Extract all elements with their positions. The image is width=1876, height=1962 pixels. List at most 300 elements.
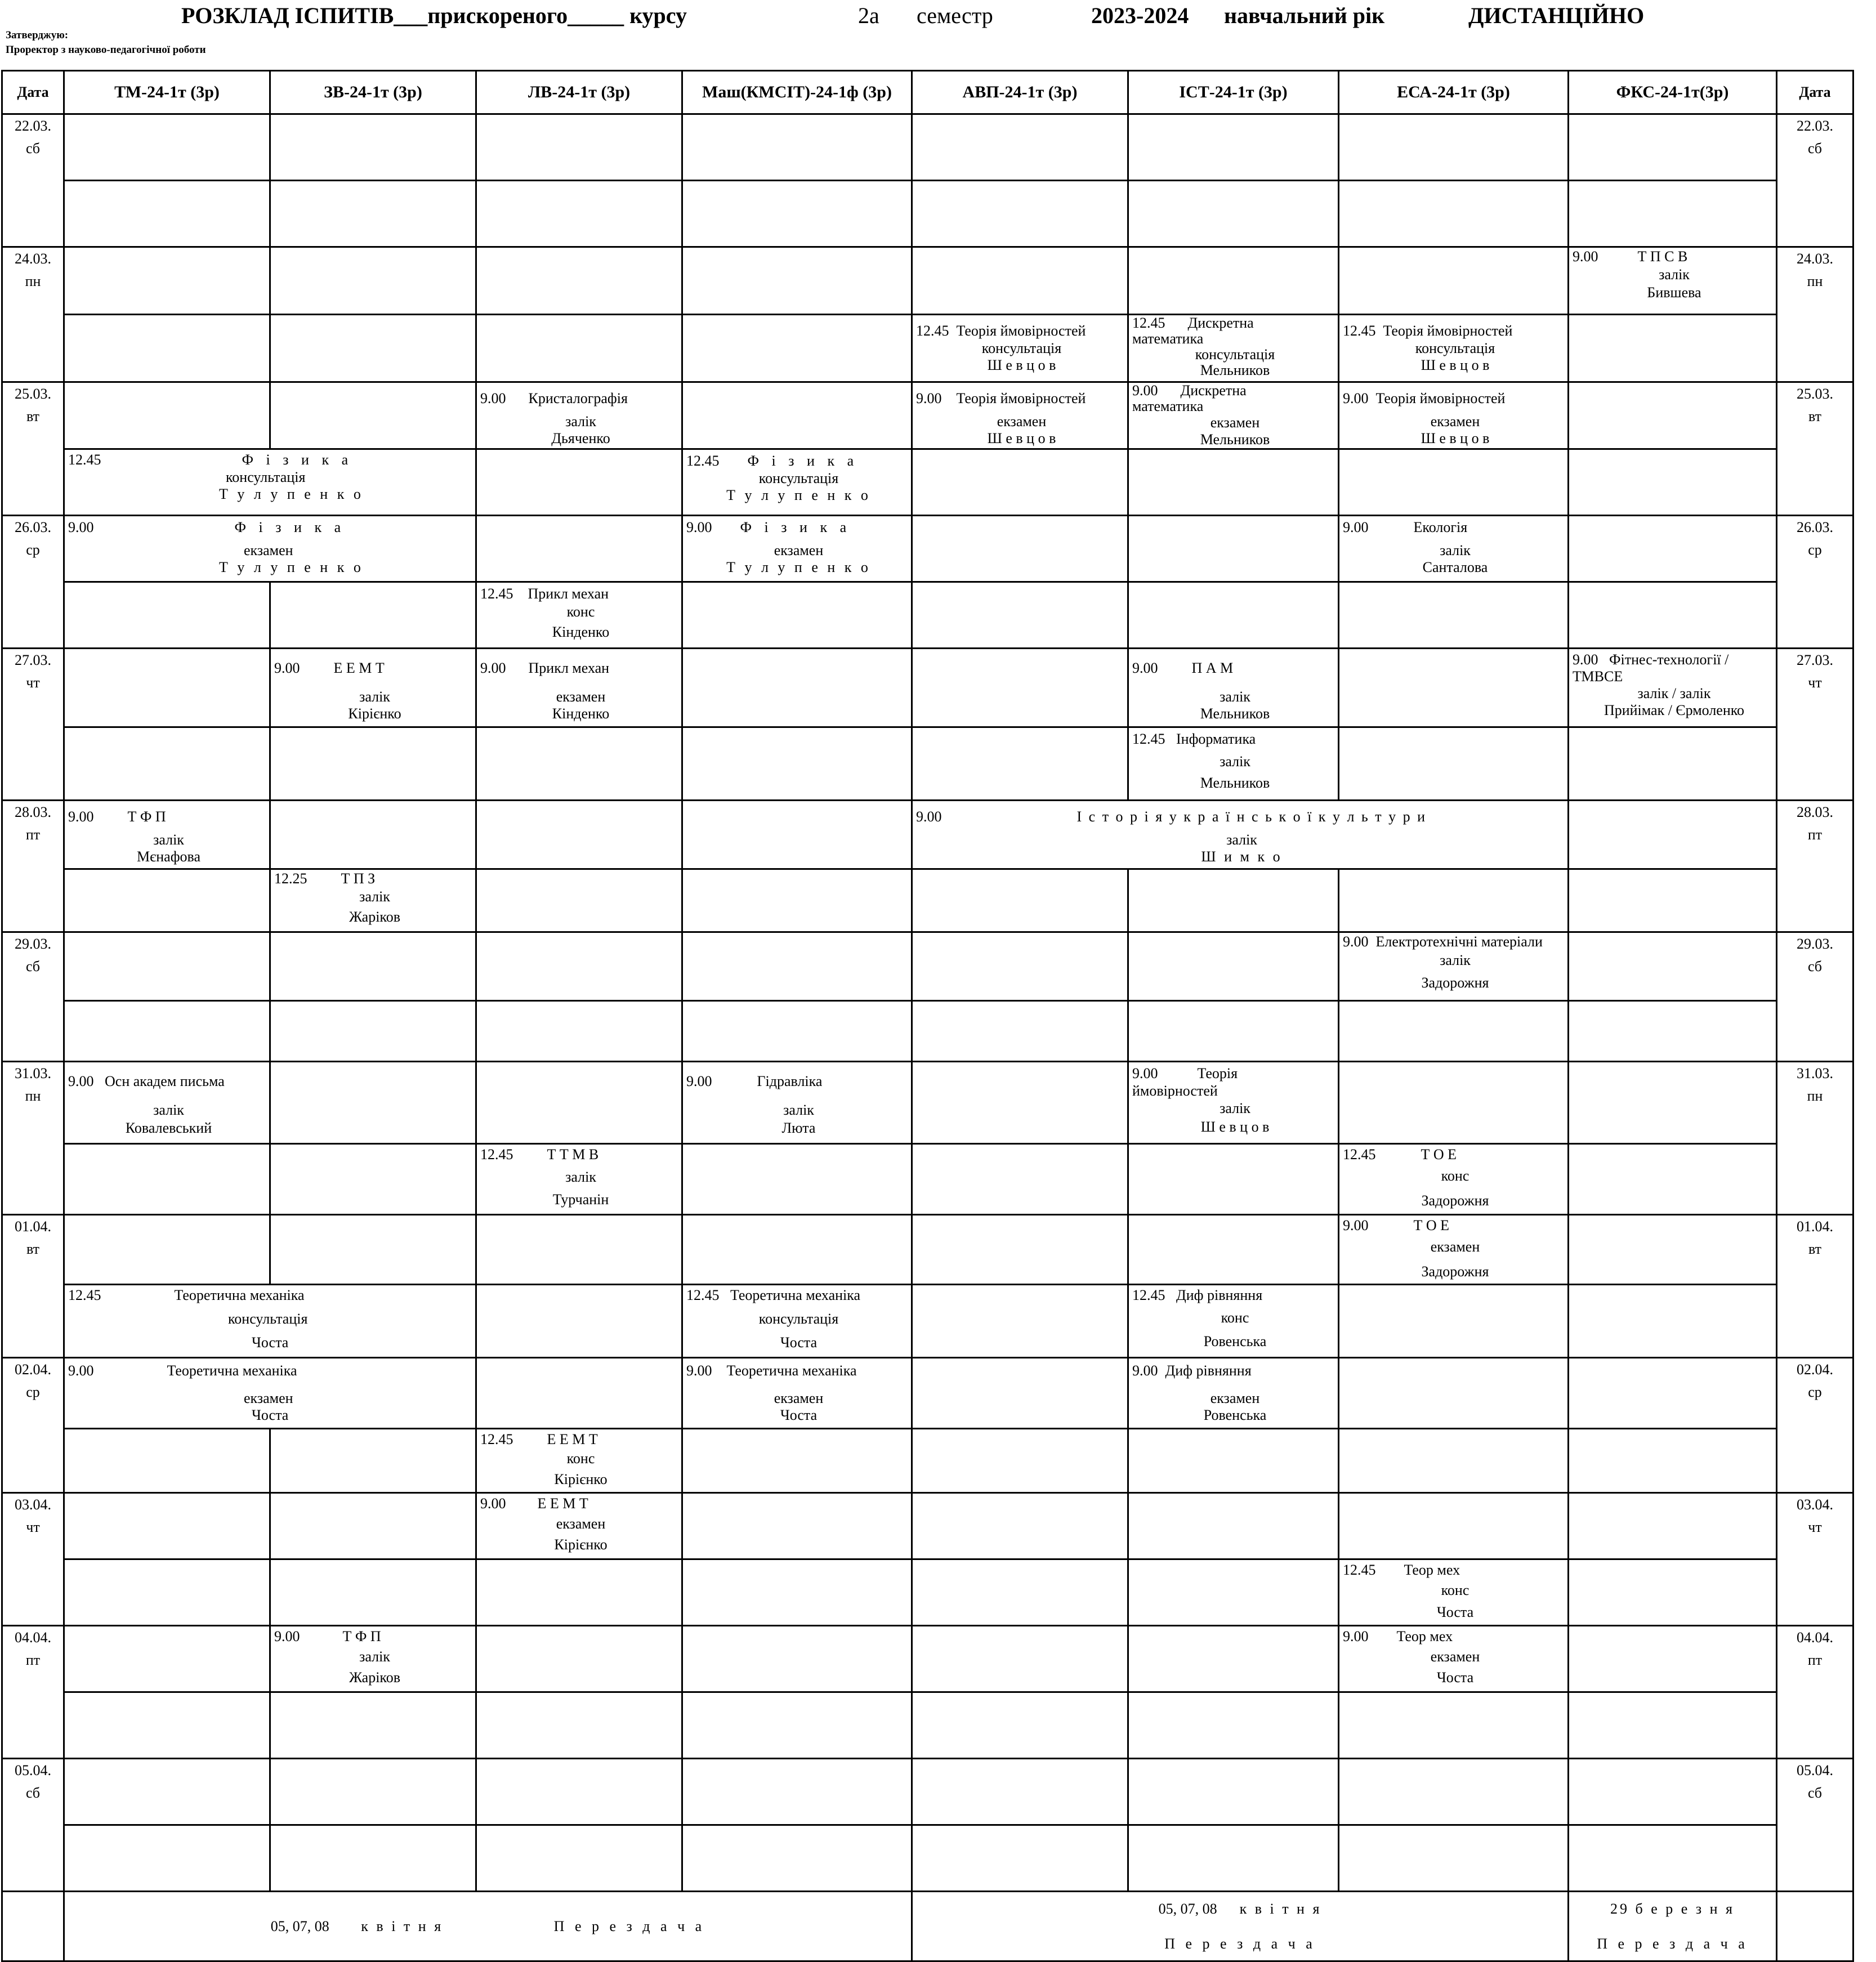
exam-time: 9.00	[916, 808, 942, 825]
exam-entry	[476, 1493, 682, 1559]
empty-cell	[1339, 1493, 1569, 1559]
empty-cell	[1339, 1062, 1569, 1144]
empty-cell	[682, 1626, 912, 1692]
exam-subject: Теорія ймовірностей	[956, 323, 1086, 339]
empty-cell	[270, 582, 476, 649]
empty-cell	[1569, 1358, 1777, 1429]
empty-cell	[1339, 1001, 1569, 1062]
row-2503-a	[2, 382, 1853, 449]
weekday-text: вт	[1808, 1241, 1821, 1257]
exam-entry	[64, 1358, 476, 1429]
exam-teacher: Т у л у п е н к о	[726, 487, 871, 503]
header-group-zv: ЗВ-24-1т (3р)	[270, 71, 476, 114]
empty-cell	[270, 1692, 476, 1759]
empty-cell	[1128, 1493, 1339, 1559]
empty-cell	[1569, 869, 1777, 932]
empty-cell	[1128, 869, 1339, 932]
empty-cell	[476, 1215, 682, 1285]
date-text: 27.03.	[15, 652, 51, 668]
exam-entry	[476, 582, 682, 649]
exam-teacher: Мельников	[1200, 775, 1270, 791]
exam-type: залік	[565, 413, 596, 430]
header-date-right: Дата	[1777, 71, 1853, 114]
empty-cell	[64, 1144, 270, 1215]
exam-teacher: Т у л у п е н к о	[726, 559, 871, 575]
date-cell	[2, 801, 64, 932]
weekday-text: пн	[1807, 273, 1823, 289]
empty-cell	[64, 1493, 270, 1559]
weekday-text: вт	[1808, 408, 1821, 424]
row-0304-b	[2, 1559, 1853, 1626]
empty-cell	[1128, 1429, 1339, 1493]
empty-cell	[1569, 1493, 1777, 1559]
empty-cell	[476, 1759, 682, 1825]
exam-teacher: Ш и м к о	[1201, 848, 1283, 865]
exam-type: консультація	[228, 1311, 308, 1327]
exam-time: 9.00	[686, 1073, 712, 1089]
date-cell	[2, 1626, 64, 1759]
empty-cell	[476, 114, 682, 181]
exam-type: консультація	[1195, 346, 1275, 363]
exam-teacher: Кірієнко	[554, 1471, 608, 1487]
retake-mid-dates: 05, 07, 08	[1158, 1901, 1217, 1917]
exam-time: 9.00	[1343, 519, 1369, 535]
empty-cell	[476, 727, 682, 801]
weekday-text: ср	[26, 542, 40, 558]
empty-cell	[682, 1759, 912, 1825]
empty-cell	[270, 1759, 476, 1825]
empty-cell	[270, 1493, 476, 1559]
exam-entry	[64, 516, 476, 582]
exam-subject: Ф і з и к а	[740, 519, 851, 535]
exam-teacher: Ш е в ц о в	[987, 357, 1056, 373]
exam-subject: Ф і з и к а	[242, 452, 353, 468]
approval-line-2: Проректор з науково-педагогічної роботи	[6, 44, 206, 56]
empty-cell	[1128, 582, 1339, 649]
empty-cell	[912, 181, 1128, 247]
empty-cell	[476, 1626, 682, 1692]
empty-cell	[64, 1692, 270, 1759]
weekday-text: пт	[1807, 1652, 1823, 1668]
empty-cell	[270, 1825, 476, 1892]
retake-mid-word: П е р е з д а ч а	[1164, 1936, 1316, 1952]
empty-cell	[64, 1825, 270, 1892]
empty-cell	[476, 1825, 682, 1892]
empty-cell	[476, 869, 682, 932]
weekday-text: чт	[26, 1519, 40, 1535]
exam-entry	[1128, 1358, 1339, 1429]
exam-subject-cont: математика	[1132, 330, 1204, 347]
exam-type: залік	[153, 832, 184, 848]
exam-time: 12.45	[480, 1431, 513, 1447]
exam-subject: Дискретна	[1180, 382, 1247, 399]
exam-teacher: Кірієнко	[348, 705, 401, 722]
exam-time: 9.00	[1132, 1065, 1158, 1081]
empty-cell	[912, 1493, 1128, 1559]
empty-cell	[476, 1559, 682, 1626]
row-0104-a	[2, 1215, 1853, 1285]
empty-cell	[1569, 1429, 1777, 1493]
date-text: 25.03.	[15, 386, 51, 402]
weekday-text: пн	[25, 1088, 41, 1104]
exam-teacher: Ш е в ц о в	[987, 430, 1056, 446]
empty-cell	[2, 1892, 64, 1961]
exam-time: 9.00	[686, 519, 712, 535]
exam-time: 12.45	[686, 1287, 720, 1303]
exam-subject: Т П С В	[1637, 248, 1688, 265]
row-2903-a	[2, 932, 1853, 1001]
empty-cell	[1569, 1215, 1777, 1285]
empty-cell	[64, 869, 270, 932]
exam-time: 12.45	[1132, 1287, 1165, 1303]
empty-cell	[270, 114, 476, 181]
exam-entry	[912, 315, 1128, 382]
date-text: 01.04.	[1797, 1218, 1833, 1235]
exam-entry	[1339, 315, 1569, 382]
empty-cell	[912, 1559, 1128, 1626]
exam-type: екзамен	[774, 542, 824, 558]
weekday-text: сб	[1807, 140, 1823, 157]
exam-time: 9.00	[1573, 248, 1598, 265]
row-2203-a	[2, 114, 1853, 181]
date-text: 03.04.	[15, 1496, 51, 1513]
empty-cell	[912, 1759, 1128, 1825]
date-text: 29.03.	[1797, 936, 1833, 952]
exam-entry	[682, 1062, 912, 1144]
exam-entry	[682, 1358, 912, 1429]
exam-type: екзамен	[997, 413, 1047, 430]
empty-cell	[682, 1559, 912, 1626]
row-2203-b	[2, 181, 1853, 247]
empty-cell	[912, 582, 1128, 649]
exam-entry	[1339, 1144, 1569, 1215]
weekday-text: пн	[25, 273, 41, 289]
row-2803-a	[2, 801, 1853, 869]
exam-time: 9.00	[68, 1073, 94, 1089]
retake-left	[64, 1892, 912, 1961]
empty-cell	[64, 382, 270, 449]
exam-time: 9.00	[1343, 933, 1369, 950]
exam-time: 9.00	[1343, 1628, 1369, 1644]
exam-type: екзамен	[1210, 1390, 1260, 1406]
empty-cell	[1128, 114, 1339, 181]
date-text: 28.03.	[15, 804, 51, 820]
empty-cell	[476, 181, 682, 247]
exam-type: залік	[359, 888, 390, 905]
row-2503-b	[2, 449, 1853, 516]
date-text: 29.03.	[15, 936, 51, 952]
title-year: 2023-2024	[1091, 3, 1189, 28]
exam-subject: Електротехнічні матеріали	[1375, 933, 1543, 950]
empty-cell	[682, 382, 912, 449]
retake-right	[1569, 1892, 1777, 1961]
exam-subject: Т Т М В	[547, 1146, 599, 1163]
date-text: 31.03.	[15, 1065, 51, 1081]
retake-row	[2, 1892, 1853, 1961]
date-cell-right	[1777, 1626, 1853, 1759]
exam-entry	[1339, 1215, 1569, 1285]
row-0404-b	[2, 1692, 1853, 1759]
exam-teacher: Задорожня	[1421, 1263, 1489, 1280]
exam-subject: Т О Е	[1421, 1146, 1457, 1163]
exam-type: екзамен	[1430, 413, 1480, 430]
empty-cell	[1339, 1692, 1569, 1759]
exam-teacher: Ш е в ц о в	[1421, 357, 1490, 373]
exam-subject-cont: математика	[1132, 398, 1204, 414]
exam-teacher: Кінденко	[552, 705, 610, 722]
row-0504-b	[2, 1825, 1853, 1892]
empty-cell	[682, 1493, 912, 1559]
exam-time: 9.00	[480, 390, 506, 406]
empty-cell	[1339, 114, 1569, 181]
exam-teacher: Чоста	[252, 1334, 289, 1351]
exam-entry	[1339, 516, 1569, 582]
schedule-title	[0, 0, 1876, 32]
exam-teacher: Бившева	[1647, 284, 1701, 301]
empty-cell	[682, 1692, 912, 1759]
exam-teacher: Т у л у п е н к о	[219, 486, 364, 502]
exam-subject: Осн академ письма	[105, 1073, 225, 1089]
date-cell	[2, 649, 64, 801]
row-2703-a	[2, 649, 1853, 727]
row-2703-b	[2, 727, 1853, 801]
exam-entry	[1569, 247, 1777, 315]
empty-cell	[912, 869, 1128, 932]
row-2903-b	[2, 1001, 1853, 1062]
exam-entry	[1128, 1285, 1339, 1358]
empty-cell	[64, 1001, 270, 1062]
empty-cell	[912, 1429, 1128, 1493]
weekday-text: ср	[26, 1384, 40, 1400]
exam-subject: Теоретична механіка	[726, 1362, 857, 1379]
exam-time: 9.00	[68, 808, 94, 825]
empty-cell	[1569, 1825, 1777, 1892]
date-cell	[2, 1215, 64, 1358]
date-text: 22.03.	[15, 118, 51, 134]
weekday-text: чт	[1808, 1519, 1822, 1535]
empty-cell	[476, 315, 682, 382]
row-0404-a	[2, 1626, 1853, 1692]
empty-cell	[270, 1001, 476, 1062]
empty-cell	[476, 1692, 682, 1759]
exam-time: 12.25	[274, 870, 307, 887]
date-cell-right	[1777, 1062, 1853, 1215]
exam-teacher: Чоста	[780, 1407, 818, 1423]
empty-cell	[1569, 382, 1777, 449]
empty-cell	[1339, 1429, 1569, 1493]
date-text: 28.03.	[1797, 804, 1833, 820]
empty-cell	[270, 1559, 476, 1626]
empty-cell	[476, 449, 682, 516]
empty-cell	[912, 649, 1128, 727]
empty-cell	[1128, 1001, 1339, 1062]
empty-cell	[682, 582, 912, 649]
exam-subject: Теорія ймовірностей	[956, 390, 1086, 406]
retake-left-word: П е р е з д а ч а	[553, 1918, 705, 1934]
header-group-ist: ІСТ-24-1т (3р)	[1128, 71, 1339, 114]
date-cell	[2, 382, 64, 516]
date-text: 25.03.	[1797, 386, 1833, 402]
empty-cell	[64, 582, 270, 649]
row-2403-a	[2, 247, 1853, 315]
exam-type: консультація	[981, 340, 1062, 356]
empty-cell	[1569, 1001, 1777, 1062]
retake-right-word: П е р е з д а ч а	[1597, 1936, 1748, 1952]
empty-cell	[1339, 181, 1569, 247]
exam-time: 12.45	[1343, 1146, 1376, 1163]
exam-entry	[1339, 1559, 1569, 1626]
exam-subject: Фітнес-технології /	[1609, 651, 1729, 668]
empty-cell	[1128, 516, 1339, 582]
empty-cell	[1777, 1892, 1853, 1961]
row-0304-a	[2, 1493, 1853, 1559]
empty-cell	[64, 727, 270, 801]
weekday-text: ср	[1808, 1384, 1822, 1400]
empty-cell	[1569, 1759, 1777, 1825]
empty-cell	[476, 932, 682, 1001]
exam-time: 9.00	[1132, 1362, 1158, 1379]
exam-subject: Т Ф П	[127, 808, 166, 825]
exam-type: консультація	[758, 1311, 839, 1327]
exam-time: 9.00	[1132, 382, 1158, 399]
exam-teacher: Чоста	[1436, 1669, 1474, 1686]
date-cell	[2, 516, 64, 649]
date-cell	[2, 247, 64, 382]
date-text: 31.03.	[1797, 1065, 1833, 1081]
exam-time: 12.45	[1132, 315, 1165, 331]
exam-teacher: Турчанін	[552, 1191, 609, 1208]
exam-entry	[1569, 649, 1777, 727]
exam-entry	[270, 649, 476, 727]
exam-type: залік	[1226, 832, 1257, 848]
exam-type: залік	[783, 1102, 814, 1118]
header-group-tm: ТМ-24-1т (3р)	[64, 71, 270, 114]
row-0204-b	[2, 1429, 1853, 1493]
exam-entry	[1128, 382, 1339, 449]
date-cell-right	[1777, 114, 1853, 247]
empty-cell	[64, 932, 270, 1001]
empty-cell	[682, 1144, 912, 1215]
approval-block	[6, 28, 206, 57]
approval-line-1: Затверджую:	[6, 29, 69, 41]
empty-cell	[270, 1429, 476, 1493]
empty-cell	[682, 1001, 912, 1062]
empty-cell	[1339, 1285, 1569, 1358]
empty-cell	[476, 516, 682, 582]
empty-cell	[1128, 1626, 1339, 1692]
exam-subject: Т О Е	[1413, 1217, 1450, 1233]
exam-subject: Диф рівняння	[1176, 1287, 1263, 1303]
empty-cell	[1569, 1626, 1777, 1692]
exam-type: залік	[1440, 952, 1471, 968]
exam-time: 9.00	[274, 660, 300, 676]
empty-cell	[476, 247, 682, 315]
weekday-text: сб	[1807, 1785, 1823, 1801]
exam-entry	[476, 382, 682, 449]
exam-type: консультація	[1415, 340, 1495, 356]
date-cell	[2, 1493, 64, 1626]
exam-type: конс	[1441, 1582, 1469, 1598]
row-0104-b	[2, 1285, 1853, 1358]
empty-cell	[1339, 1759, 1569, 1825]
empty-cell	[1128, 181, 1339, 247]
exam-type: консультація	[758, 470, 839, 486]
empty-cell	[912, 516, 1128, 582]
empty-cell	[912, 1825, 1128, 1892]
empty-cell	[682, 649, 912, 727]
empty-cell	[1339, 869, 1569, 932]
empty-cell	[1569, 1062, 1777, 1144]
title-mode: ДИСТАНЦІЙНО	[1468, 3, 1645, 28]
date-text: 26.03.	[1797, 519, 1833, 535]
date-cell-right	[1777, 649, 1853, 801]
exam-entry	[476, 649, 682, 727]
exam-subject: Прикл механ	[528, 660, 610, 676]
exam-subject: Прикл механ	[528, 586, 609, 602]
exam-subject: Е Е М Т	[547, 1431, 598, 1447]
exam-teacher: Мельников	[1200, 705, 1270, 722]
exam-time: 9.00	[480, 1495, 506, 1512]
empty-cell	[270, 727, 476, 801]
empty-cell	[1339, 649, 1569, 727]
row-0204-a	[2, 1358, 1853, 1429]
exam-time: 12.45	[686, 453, 720, 469]
empty-cell	[1128, 1144, 1339, 1215]
empty-cell	[64, 114, 270, 181]
date-text: 24.03.	[1797, 251, 1833, 267]
exam-entry	[682, 449, 912, 516]
exam-teacher: Чоста	[780, 1334, 818, 1351]
exam-teacher: Ш е в ц о в	[1200, 1119, 1270, 1135]
empty-cell	[682, 1825, 912, 1892]
exam-subject: Ф і з и к а	[234, 519, 346, 535]
exam-entry	[64, 801, 270, 869]
exam-entry	[1128, 1062, 1339, 1144]
exam-teacher: Дьяченко	[551, 430, 610, 446]
exam-entry	[476, 1429, 682, 1493]
empty-cell	[912, 1001, 1128, 1062]
weekday-text: сб	[25, 1785, 41, 1801]
empty-cell	[476, 1001, 682, 1062]
exam-teacher: Санталова	[1422, 559, 1488, 575]
exam-type: екзамен	[774, 1390, 824, 1406]
date-cell-right	[1777, 247, 1853, 382]
date-cell	[2, 1062, 64, 1215]
empty-cell	[1569, 315, 1777, 382]
retake-middle	[912, 1892, 1569, 1961]
exam-subject: І с т о р і я у к р а ї н с ь к о ї к у л ь т у р и	[1077, 808, 1427, 825]
empty-cell	[1128, 1825, 1339, 1892]
exam-type: конс	[566, 1450, 595, 1467]
weekday-text: пт	[25, 826, 41, 843]
empty-cell	[682, 801, 912, 869]
empty-cell	[912, 1215, 1128, 1285]
exam-subject: Гідравліка	[757, 1073, 823, 1089]
exam-entry	[1339, 382, 1569, 449]
empty-cell	[1569, 1559, 1777, 1626]
row-0504-a	[2, 1759, 1853, 1825]
empty-cell	[64, 1429, 270, 1493]
empty-cell	[912, 449, 1128, 516]
exam-type: залік	[1659, 266, 1690, 283]
weekday-text: пн	[1807, 1088, 1823, 1104]
exam-teacher: Кінденко	[552, 624, 610, 640]
weekday-text: чт	[26, 674, 40, 691]
empty-cell	[1569, 114, 1777, 181]
exam-time: 9.00	[686, 1362, 712, 1379]
exam-subject: Інформатика	[1176, 731, 1256, 747]
date-text: 27.03.	[1797, 652, 1833, 668]
